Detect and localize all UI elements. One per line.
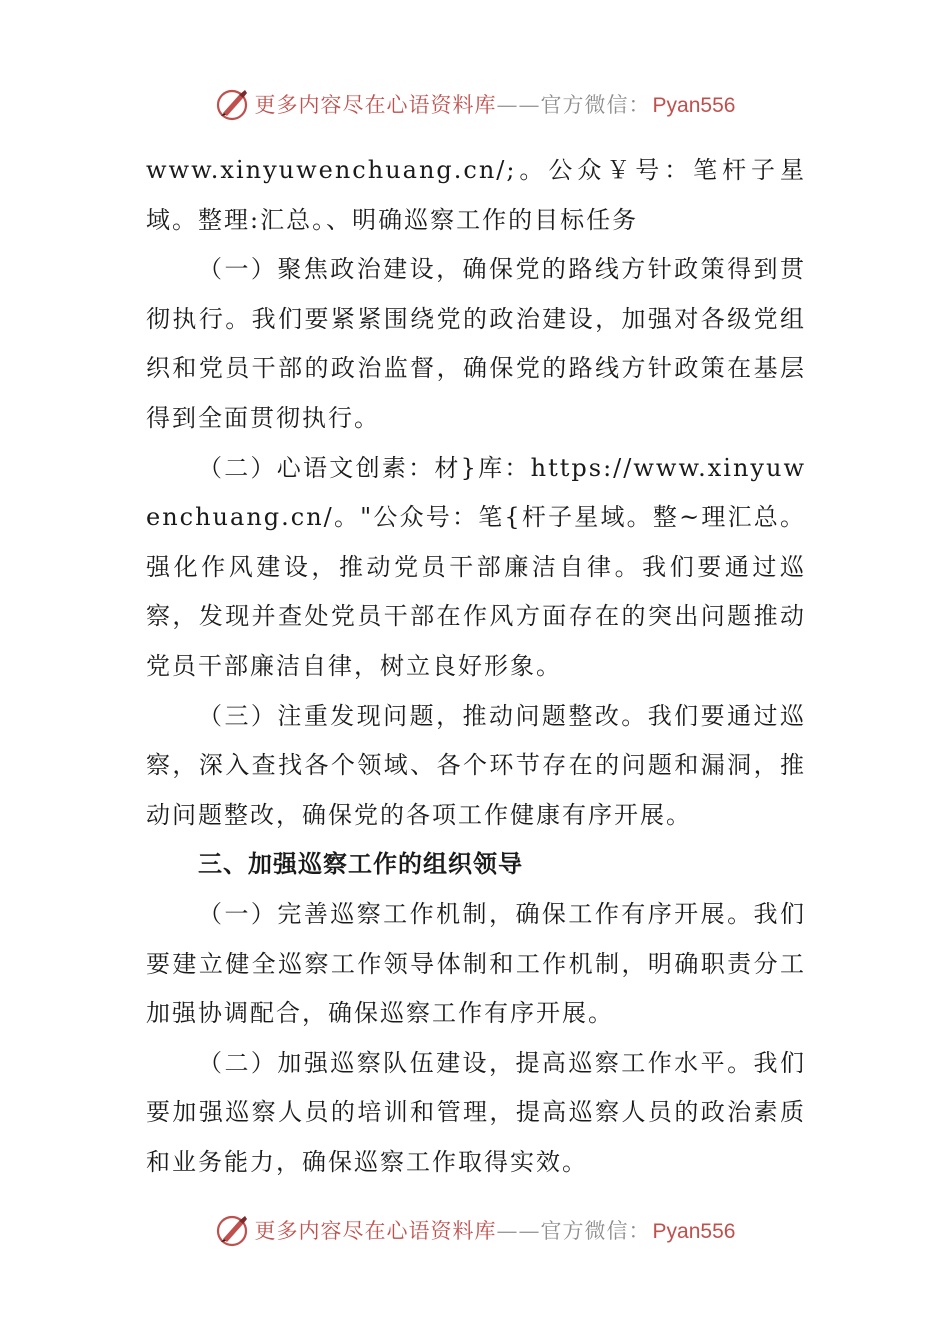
section-heading-3: 三、加强巡察工作的组织领导	[198, 850, 523, 879]
paragraph-item-2: （二）心语文创素：材}库：https://www.xinyuwenchuang.cn/。"公众号：笔{杆子星域。整~理汇总。强化作风建设，推动党员干部廉洁自律。我们要通过巡察，发现并查处党员干部在作风方面存在的突出问题推动党员干部廉洁自律，树立良好形象。	[146, 453, 806, 680]
banner-text: 更多内容尽在心语资料库——官方微信：Pyan556	[254, 93, 736, 117]
pen-logo-icon	[215, 86, 251, 122]
paragraph-section3-item-1: （一）完善巡察工作机制，确保工作有序开展。我们要建立健全巡察工作领导体制和工作机制，明确职责分工加强协调配合，确保巡察工作有序开展。	[146, 899, 806, 1028]
paragraph-item-3: （三）注重发现问题，推动问题整改。我们要通过巡察，深入查找各个领域、各个环节存在的问题和漏洞，推动问题整改，确保党的各项工作健康有序开展。	[146, 701, 806, 829]
paragraph-item-1: （一）聚焦政治建设，确保党的路线方针政策得到贯彻执行。我们要紧紧围绕党的政治建设，加强对各级党组织和党员干部的政治监督，确保党的路线方针政策在基层得到全面贯彻执行。	[146, 255, 806, 432]
footer-watermark-banner	[0, 1210, 950, 1250]
paragraph-section3-item-2: （二）加强巡察队伍建设，提高巡察工作水平。我们要加强巡察人员的培训和管理，提高巡察人员的政治素质和业务能力，确保巡察工作取得实效。	[146, 1048, 806, 1176]
document-body	[146, 146, 806, 1187]
pen-logo-icon	[215, 1212, 251, 1248]
header-watermark-banner	[0, 84, 950, 124]
banner-text: 更多内容尽在心语资料库——官方微信：Pyan556	[254, 1219, 736, 1243]
paragraph-intro: www.xinyuwenchuang.cn/;。公众￥号：笔杆子星域。整理:汇总。、明确巡察工作的目标任务	[146, 156, 806, 234]
